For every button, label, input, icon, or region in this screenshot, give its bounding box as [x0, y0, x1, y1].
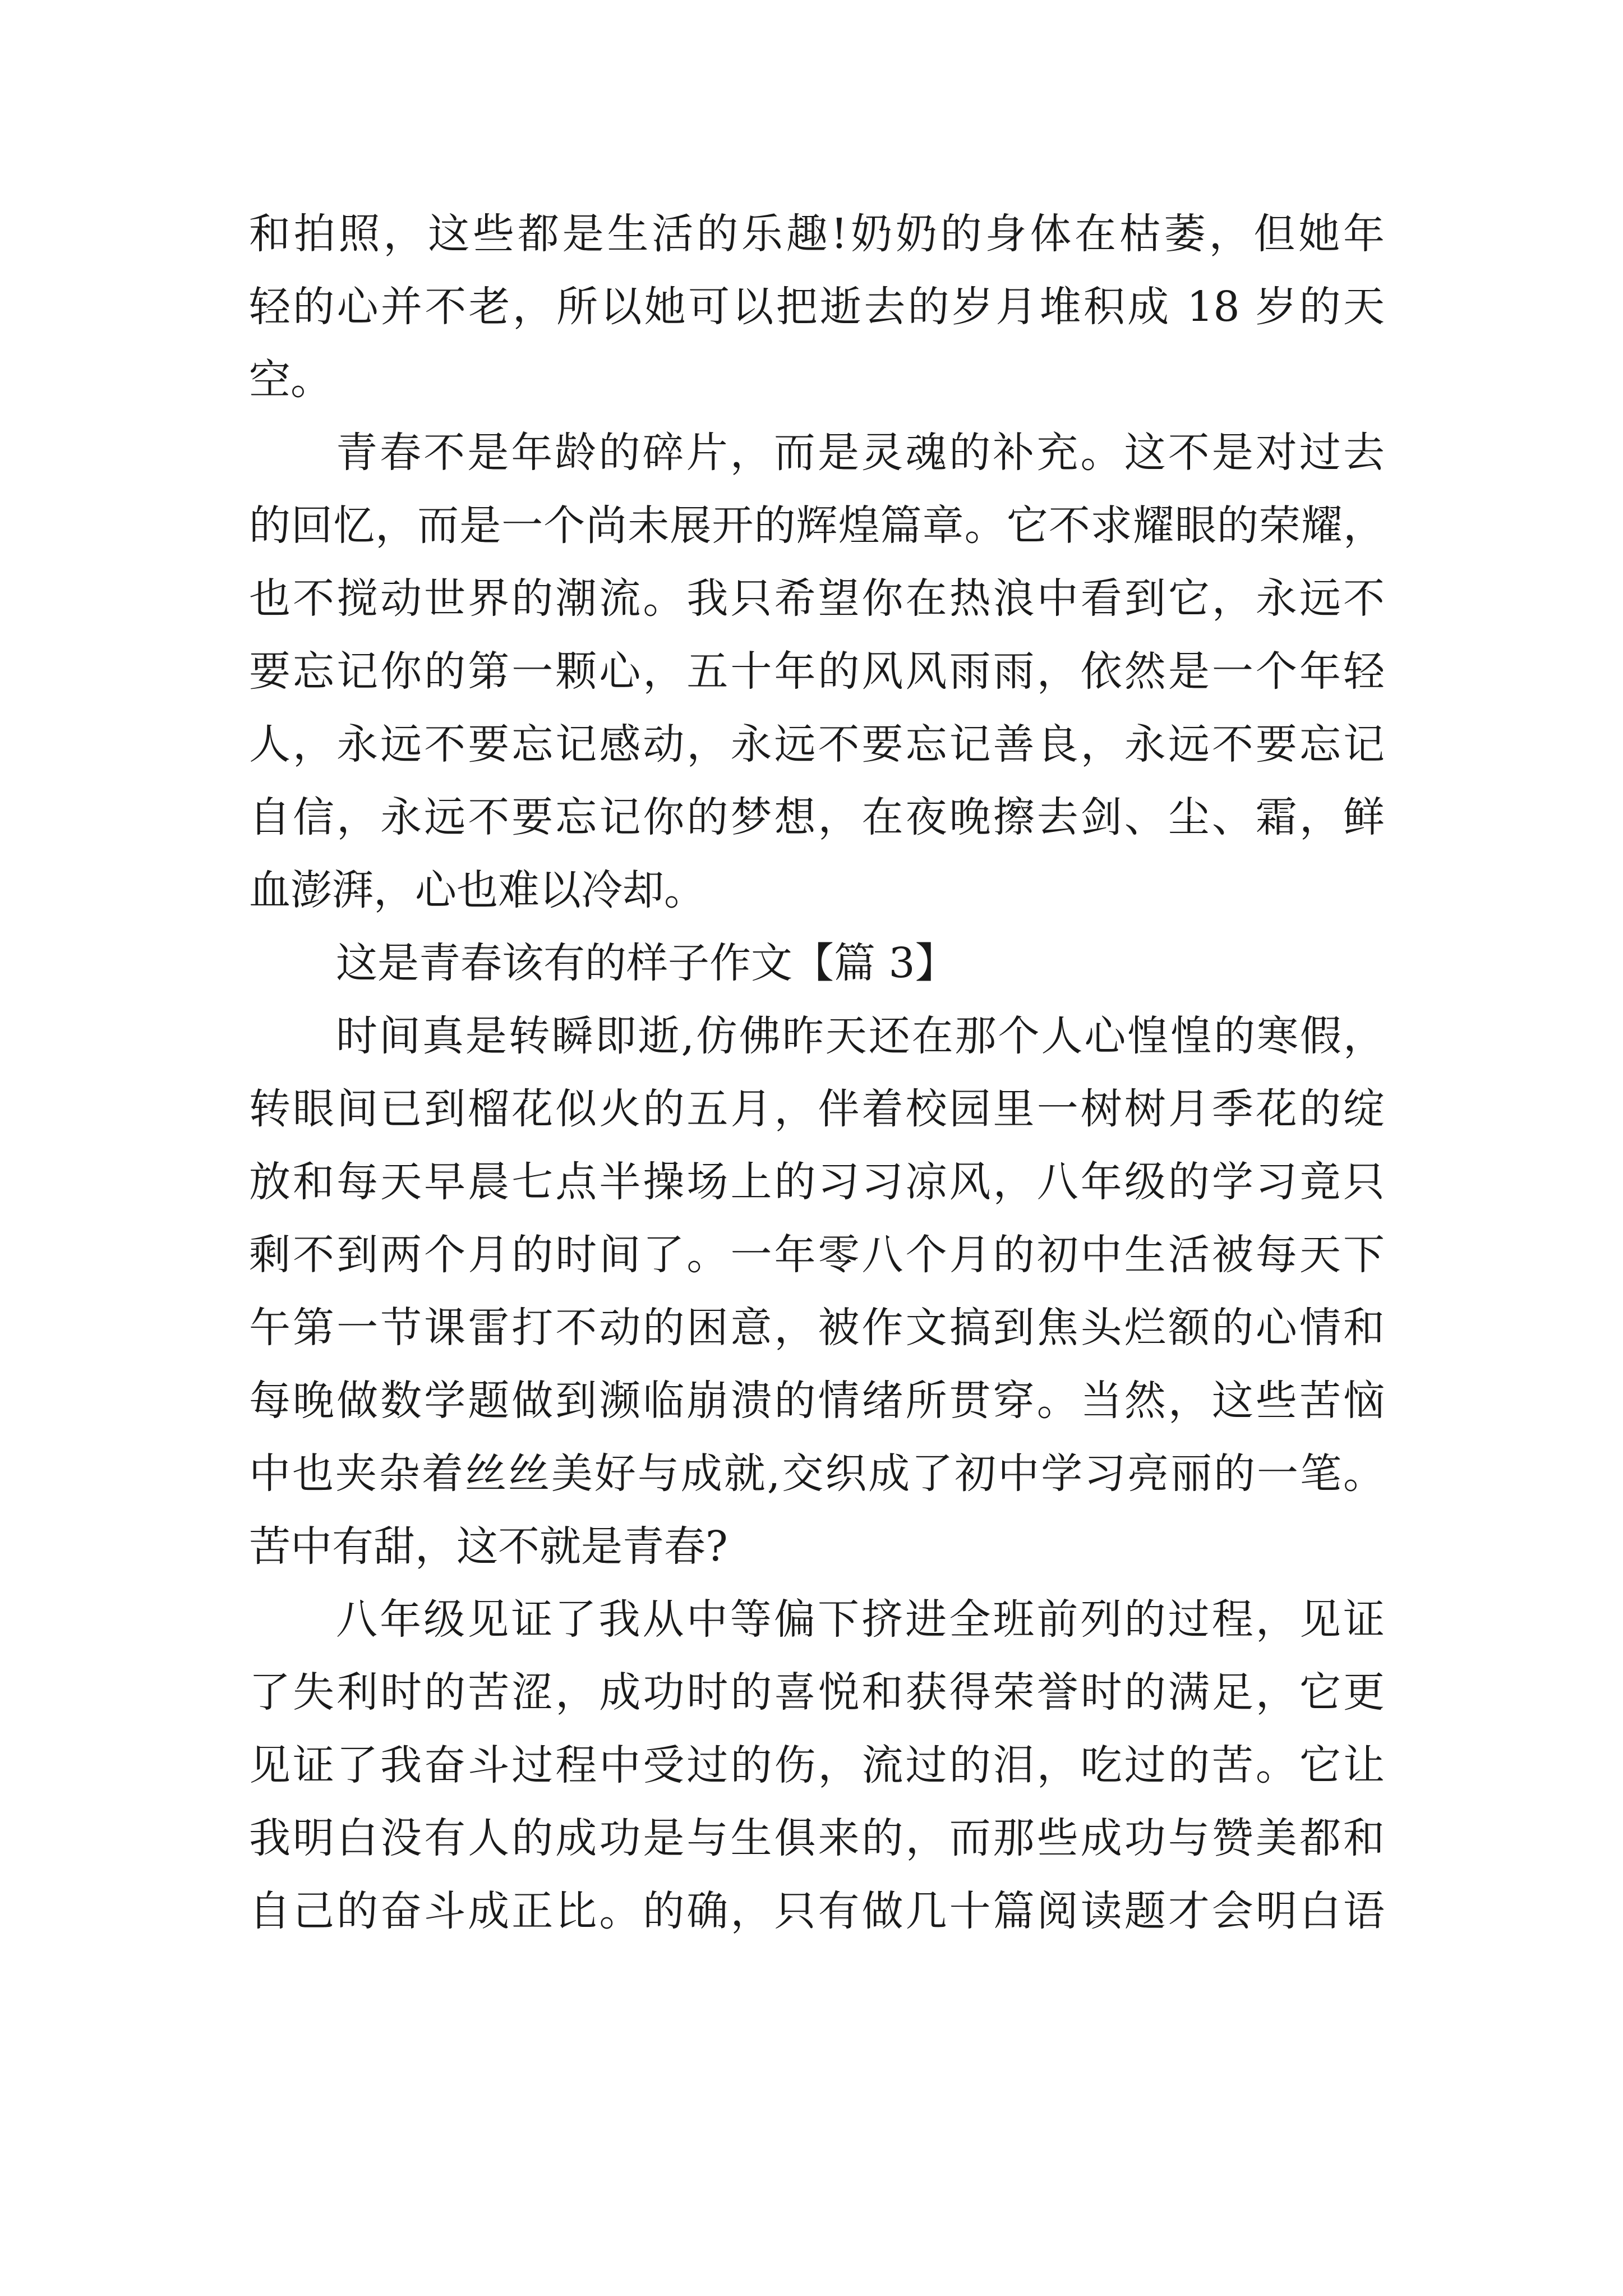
text-line: 我明白没有人的成功是与生俱来的，而那些成功与赞美都和 [249, 1814, 1385, 1862]
text-line: 了失利时的苦涩，成功时的喜悦和获得荣誉时的满足，它更 [249, 1668, 1385, 1717]
text-line: 见证了我奋斗过程中受过的伤，流过的泪，吃过的苦。它让 [249, 1741, 1385, 1789]
text-line: 人，永远不要忘记感动，永远不要忘记善良，永远不要忘记 [249, 720, 1385, 769]
text-line: 和拍照，这些都是生活的乐趣!奶奶的身体在枯萎，但她年 [249, 210, 1385, 258]
text-line: 轻的心并不老，所以她可以把逝去的岁月堆积成 18 岁的天 [249, 283, 1385, 331]
text-line: 放和每天早晨七点半操场上的习习凉风，八年级的学习竟只 [249, 1158, 1385, 1206]
text-line: 自己的奋斗成正比。的确，只有做几十篇阅读题才会明白语 [249, 1887, 1385, 1935]
text-line: 空。 [249, 356, 332, 404]
text-line: 自信，永远不要忘记你的梦想，在夜晚擦去剑、尘、霜，鲜 [249, 793, 1385, 841]
section-heading: 这是青春该有的样子作文【篇 3】 [336, 939, 957, 987]
text-line: 中也夹杂着丝丝美好与成就,交织成了初中学习亮丽的一笔。 [249, 1450, 1385, 1498]
text-line: 的回忆，而是一个尚未展开的辉煌篇章。它不求耀眼的荣耀， [249, 501, 1385, 550]
paragraph-first-line: 八年级见证了我从中等偏下挤进全班前列的过程，见证 [336, 1595, 1385, 1644]
text-line: 转眼间已到榴花似火的五月，伴着校园里一树树月季花的绽 [249, 1085, 1385, 1133]
text-line: 要忘记你的第一颗心，五十年的风风雨雨，依然是一个年轻 [249, 647, 1385, 696]
text-line: 每晚做数学题做到濒临崩溃的情绪所贯穿。当然，这些苦恼 [249, 1377, 1385, 1425]
paragraph-first-line: 时间真是转瞬即逝,仿佛昨天还在那个人心惶惶的寒假， [336, 1012, 1385, 1060]
essay-body [249, 197, 1385, 1948]
text-line: 也不搅动世界的潮流。我只希望你在热浪中看到它，永远不 [249, 574, 1385, 623]
text-line: 苦中有甜，这不就是青春? [249, 1522, 728, 1571]
text-line: 血澎湃，心也难以冷却。 [249, 866, 706, 914]
text-line: 午第一节课雷打不动的困意，被作文搞到焦头烂额的心情和 [249, 1304, 1385, 1352]
text-line: 剩不到两个月的时间了。一年零八个月的初中生活被每天下 [249, 1231, 1385, 1279]
paragraph-first-line: 青春不是年龄的碎片，而是灵魂的补充。这不是对过去 [336, 429, 1385, 477]
